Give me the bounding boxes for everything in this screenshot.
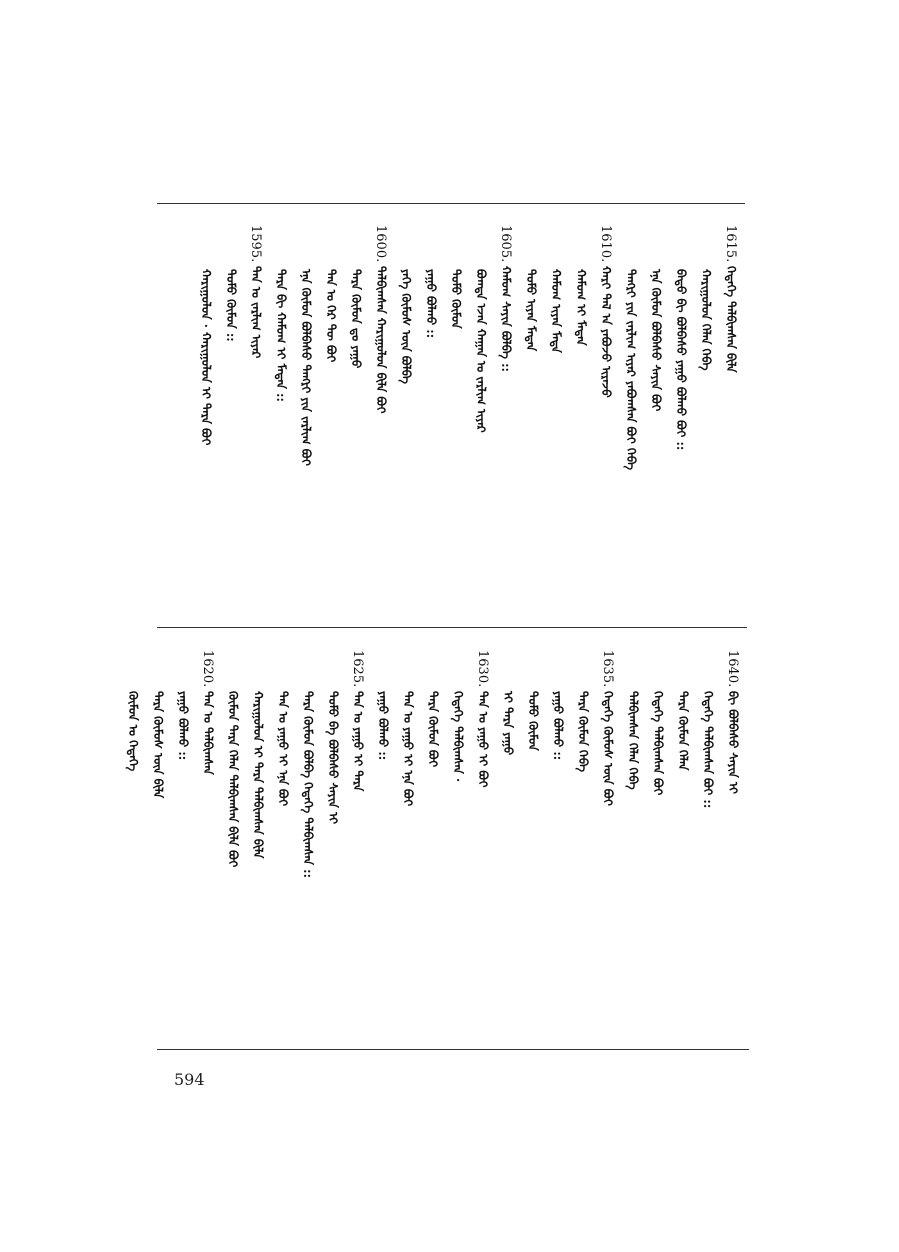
- verse-line: [546, 650, 568, 760]
- verse-block-upper: [160, 225, 745, 620]
- verse-line: [146, 650, 168, 798]
- verse-line: [121, 650, 143, 771]
- verse-line: [369, 225, 391, 414]
- line-number: 1630.: [475, 650, 490, 688]
- line-number: 1625.: [350, 650, 365, 688]
- bottom-rule: [157, 1049, 749, 1050]
- line-number: 1595.: [248, 225, 263, 263]
- verse-line: [196, 650, 218, 775]
- verse-text: ᠡᠨᠡ ᠬᠦᠮᠦᠨ ᠪᠣᠯᠪᠠᠰᠤ ᠲᠡᠩᠷᠢ ᠶᠢᠨ ᠵᠠᠷᠯᠢᠭ ᠪᠤᠢ: [299, 268, 313, 466]
- line-number: 1615.: [723, 225, 738, 263]
- verse-text: ᠲᠣᠮᠣ ᠬᠦᠮᠦᠨ: [526, 691, 540, 751]
- verse-line: [194, 225, 216, 445]
- verse-text: ᠪᠣᠭᠳᠠ ᠡᠵᠡᠨ ᠬᠠᠭᠠᠨ ᠤ ᠵᠠᠷᠯᠢᠭ ᠢᠶᠠᠷ: [474, 268, 488, 433]
- verse-text: ᠲᠠᠨ ᠤ ᠶᠠᠭᠤ ᠢ ᠲᠡᠷᠡ: [351, 691, 365, 792]
- verse-line: [469, 225, 491, 432]
- verse-text: ᠶᠠᠭᠤ ᠪᠣᠯᠬᠤ ::: [376, 691, 390, 761]
- verse-text: ᠲᠠᠯᠪᠢᠭᠰᠠᠨ ᠬᠡᠯᠡᠨ ᠭᠡᠪᠡ: [626, 691, 640, 790]
- verse-text: ᠲᠠᠨ ᠤ ᠶᠠᠭᠤ ᠢ ᠡᠨᠡ ᠪᠤᠢ: [401, 691, 415, 807]
- verse-text: ᠬᠠᠮᠤᠭ ᠢ ᠮᠡᠳᠡᠨ: [574, 268, 588, 346]
- verse-text: ᠲᠣᠮᠣ ᠬᠦᠮᠦᠨ: [449, 268, 463, 329]
- verse-text: ᠡᠨᠡ ᠬᠦᠮᠦᠨ ᠪᠣᠯᠪᠠᠰᠤ ᠰᠠᠶᠢᠨ ᠪᠤᠢ: [649, 268, 663, 411]
- verse-line: [694, 225, 716, 370]
- verse-text: ᠬᠦᠮᠦᠨ ᠤ ᠭᠡᠳᠡᠭᠡ: [126, 691, 140, 772]
- verse-line: [696, 650, 718, 808]
- verse-text: ᠲᠡᠷᠡ ᠬᠦᠮᠦᠨ ᠪᠤᠢ: [426, 691, 440, 768]
- line-number: 1600.: [373, 225, 388, 263]
- verse-line: [519, 225, 541, 351]
- verse-text: ᠲᠡᠷᠡ ᠬᠦᠮᠦᠨ ᠬᠡᠯᠡᠨ: [676, 691, 690, 771]
- verse-line: [344, 225, 366, 368]
- verse-text: ᠲᠠᠯᠪᠢᠭᠰᠠᠨ ᠬᠠᠷᠢᠭᠤᠯᠤᠨ ᠪᠢᠯᠡ ᠪᠤᠢ: [374, 266, 388, 414]
- verse-text: ᠭᠡᠳᠡᠭᠡ ᠲᠠᠯᠪᠢᠭᠰᠠᠨ ᠪᠤᠢ ::: [701, 691, 715, 809]
- verse-text: ᠲᠡᠩᠷᠢ ᠶᠢᠨ ᠵᠠᠷᠯᠢᠭ ᠢᠶᠠᠷ ᠶᠠᠪᠤᠭᠰᠠᠨ ᠪᠤᠢ ᠭᠡᠪᠡ: [624, 268, 638, 470]
- verse-text: ᠶᠡᠬᠡ ᠬᠦᠮᠦᠰ ᠦᠨ ᠪᠣᠯᠪᠠ: [399, 268, 413, 384]
- verse-text: ᠲᠡᠷᠡ ᠬᠦᠮᠦᠨ ᠪᠣᠯᠪᠠ ᠭᠡᠳᠡᠭᠡ ᠲᠠᠯᠪᠢᠭᠰᠠᠨ ::: [301, 691, 315, 878]
- verse-text: ᠬᠠᠷᠢᠭᠤᠯᠤᠨ ᠬᠡᠯᠡᠨ ᠭᠡᠪᠡ: [699, 268, 713, 371]
- verse-text: ᠲᠠᠨ ᠤ ᠲᠠᠯᠪᠢᠭᠰᠠᠨ: [201, 691, 215, 775]
- verse-line: [296, 650, 318, 878]
- verse-line: [619, 225, 641, 470]
- verse-line: [244, 225, 266, 358]
- verse-line: [171, 650, 193, 760]
- middle-rule: [157, 627, 747, 628]
- verse-text: ᠲᠡᠷᠡ ᠬᠦᠮᠦᠨ ᠭᠡᠪᠡ: [576, 691, 590, 772]
- verse-text: ᠬᠠᠷᠢᠭᠤᠯᠤᠨ ᠢ ᠲᠡᠷᠡ ᠲᠠᠯᠪᠢᠭᠰᠠᠨ ᠪᠢᠯᠡ: [251, 691, 265, 859]
- verse-line: [671, 650, 693, 770]
- verse-text: ᠶᠠᠭᠤ ᠪᠣᠯᠬᠤ ::: [424, 268, 438, 338]
- verse-line: [271, 650, 293, 806]
- verse-line: [294, 225, 316, 466]
- verse-line: [471, 650, 493, 788]
- verse-text: ᠲᠠᠨ ᠤ ᠶᠠᠭᠤ ᠢ ᠡᠨᠡ ᠪᠤᠢ: [276, 691, 290, 807]
- verse-line: [521, 650, 543, 751]
- verse-text: ᠬᠠᠷᠢ ᠲᠠᠯ ᠠ ᠶᠠᠪᠤᠵᠤ ᠢᠷᠡᠵᠦ: [599, 266, 613, 398]
- line-number: 1635.: [600, 650, 615, 688]
- top-rule: [157, 203, 745, 204]
- verse-text: ᠭᠡᠳᠡᠭᠡ ᠲᠠᠯᠪᠢᠭᠰᠠᠨ ·: [451, 691, 465, 783]
- verse-line: [269, 225, 291, 401]
- verse-text: ᠬᠠᠮᠤᠭ ᠰᠠᠶᠢᠨ ᠪᠣᠯᠪᠠ ::: [499, 266, 513, 373]
- verse-line: [346, 650, 368, 791]
- verse-line: [446, 650, 468, 782]
- verse-line: [719, 225, 741, 373]
- verse-text: ᠲᠣᠮᠣ ᠬᠦᠮᠦᠨ ::: [224, 268, 238, 342]
- verse-text: ᠪᠠᠲᠤ ᠪᠢ ᠪᠣᠯᠪᠠᠰᠤ ᠶᠠᠭᠤ ᠪᠣᠯᠬᠤ ᠪᠤᠢ ::: [674, 268, 688, 450]
- verse-text: ᠲᠡᠷᠡ ᠬᠦᠮᠦᠰ ᠦᠨ ᠪᠢᠯᠡ: [151, 691, 165, 799]
- verse-line: [721, 650, 743, 794]
- verse-line: [396, 650, 418, 806]
- verse-text: ᠲᠠᠨ ᠤ ᠭᠡᠷ ᠲᠦ ᠪᠤᠢ: [324, 268, 338, 362]
- verse-line: [646, 650, 668, 795]
- verse-line: [669, 225, 691, 450]
- page-number: 594: [174, 1070, 205, 1089]
- verse-line: [596, 650, 618, 806]
- verse-text: ᠭᠡᠳᠡᠭᠡ ᠬᠦᠮᠦᠰ ᠦᠨ ᠪᠤᠢ: [601, 691, 615, 806]
- verse-line: [371, 650, 393, 760]
- line-number: 1620.: [200, 650, 215, 688]
- verse-line: [571, 650, 593, 772]
- verse-line: [444, 225, 466, 328]
- verse-line: [219, 225, 241, 341]
- verse-text: ᠪᠢ ᠪᠣᠯᠪᠠᠰᠤ ᠰᠠᠶᠢᠨ ᠢ: [726, 691, 740, 794]
- verse-line: [419, 225, 441, 338]
- verse-text: ᠶᠠᠭᠤ ᠪᠣᠯᠬᠤ ::: [551, 691, 565, 761]
- verse-text: ᠬᠠᠮᠤᠭ ᠢᠶᠠᠨ ᠮᠡᠳᠡ: [549, 268, 563, 353]
- verse-line: [569, 225, 591, 345]
- verse-line: [594, 225, 616, 398]
- verse-text: ᠬᠦᠮᠦᠨ ᠲᠡᠷᠡ ᠬᠡᠯᠡᠨ ᠲᠠᠯᠪᠢᠭᠰᠠᠨ ᠪᠢᠯᠡ ᠪᠤᠢ: [226, 691, 240, 868]
- verse-line: [246, 650, 268, 858]
- verse-text: ᠲᠣᠮᠣ ᠪᠠ ᠪᠣᠯᠪᠠᠰᠤ ᠰᠠᠶᠢᠨ ᠢ: [326, 691, 340, 825]
- verse-line: [644, 225, 666, 411]
- verse-text: ᠢ ᠲᠡᠷᠡ ᠶᠠᠭᠤ: [501, 691, 515, 756]
- verse-line: [494, 225, 516, 372]
- verse-text: ᠲᠡᠷᠡ ᠪᠢ ᠬᠠᠮᠤᠭ ᠢ ᠮᠡᠳᠡᠨ ::: [274, 268, 288, 402]
- verse-text: ᠭᠡᠳᠡᠭᠡ ᠲᠠᠯᠪᠢᠭᠰᠠᠨ ᠪᠤᠢ: [651, 691, 665, 796]
- verse-text: ᠭᠡᠳᠡᠭᠡ ᠲᠠᠯᠪᠢᠭᠰᠠᠨ ᠪᠢᠯᠡ: [724, 266, 738, 373]
- verse-line: [496, 650, 518, 755]
- verse-text: ᠶᠠᠭᠤ ᠪᠣᠯᠬᠤ ::: [176, 691, 190, 761]
- line-number: 1610.: [598, 225, 613, 263]
- verse-text: ᠬᠠᠷᠢᠭᠤᠯᠤᠨ · ᠬᠠᠷᠢᠭᠤᠯᠤᠨ ᠢ ᠲᠡᠷᠡ ᠪᠤᠢ: [199, 268, 213, 445]
- verse-block-lower: [126, 650, 747, 1040]
- verse-line: [221, 650, 243, 867]
- verse-line: [394, 225, 416, 383]
- verse-line: [544, 225, 566, 352]
- line-number: 1605.: [498, 225, 513, 263]
- verse-text: ᠲᠡᠷᠡ ᠬᠦᠮᠦᠨ ᠳᠤ ᠶᠠᠭᠤ: [349, 268, 363, 368]
- verse-line: [421, 650, 443, 767]
- line-number: 1640.: [725, 650, 740, 688]
- verse-line: [319, 225, 341, 362]
- verse-text: ᠲᠠᠨ ᠤ ᠵᠠᠷᠯᠢᠭ ᠢᠶᠠᠷ: [249, 266, 263, 359]
- verse-line: [621, 650, 643, 790]
- verse-text: ᠲᠠᠨ ᠤ ᠶᠠᠭᠤ ᠢ ᠪᠤᠢ: [476, 691, 490, 788]
- verse-text: ᠲᠣᠮᠣ ᠢᠶᠠᠨ ᠮᠡᠳᠡᠨ: [524, 268, 538, 351]
- verse-line: [321, 650, 343, 824]
